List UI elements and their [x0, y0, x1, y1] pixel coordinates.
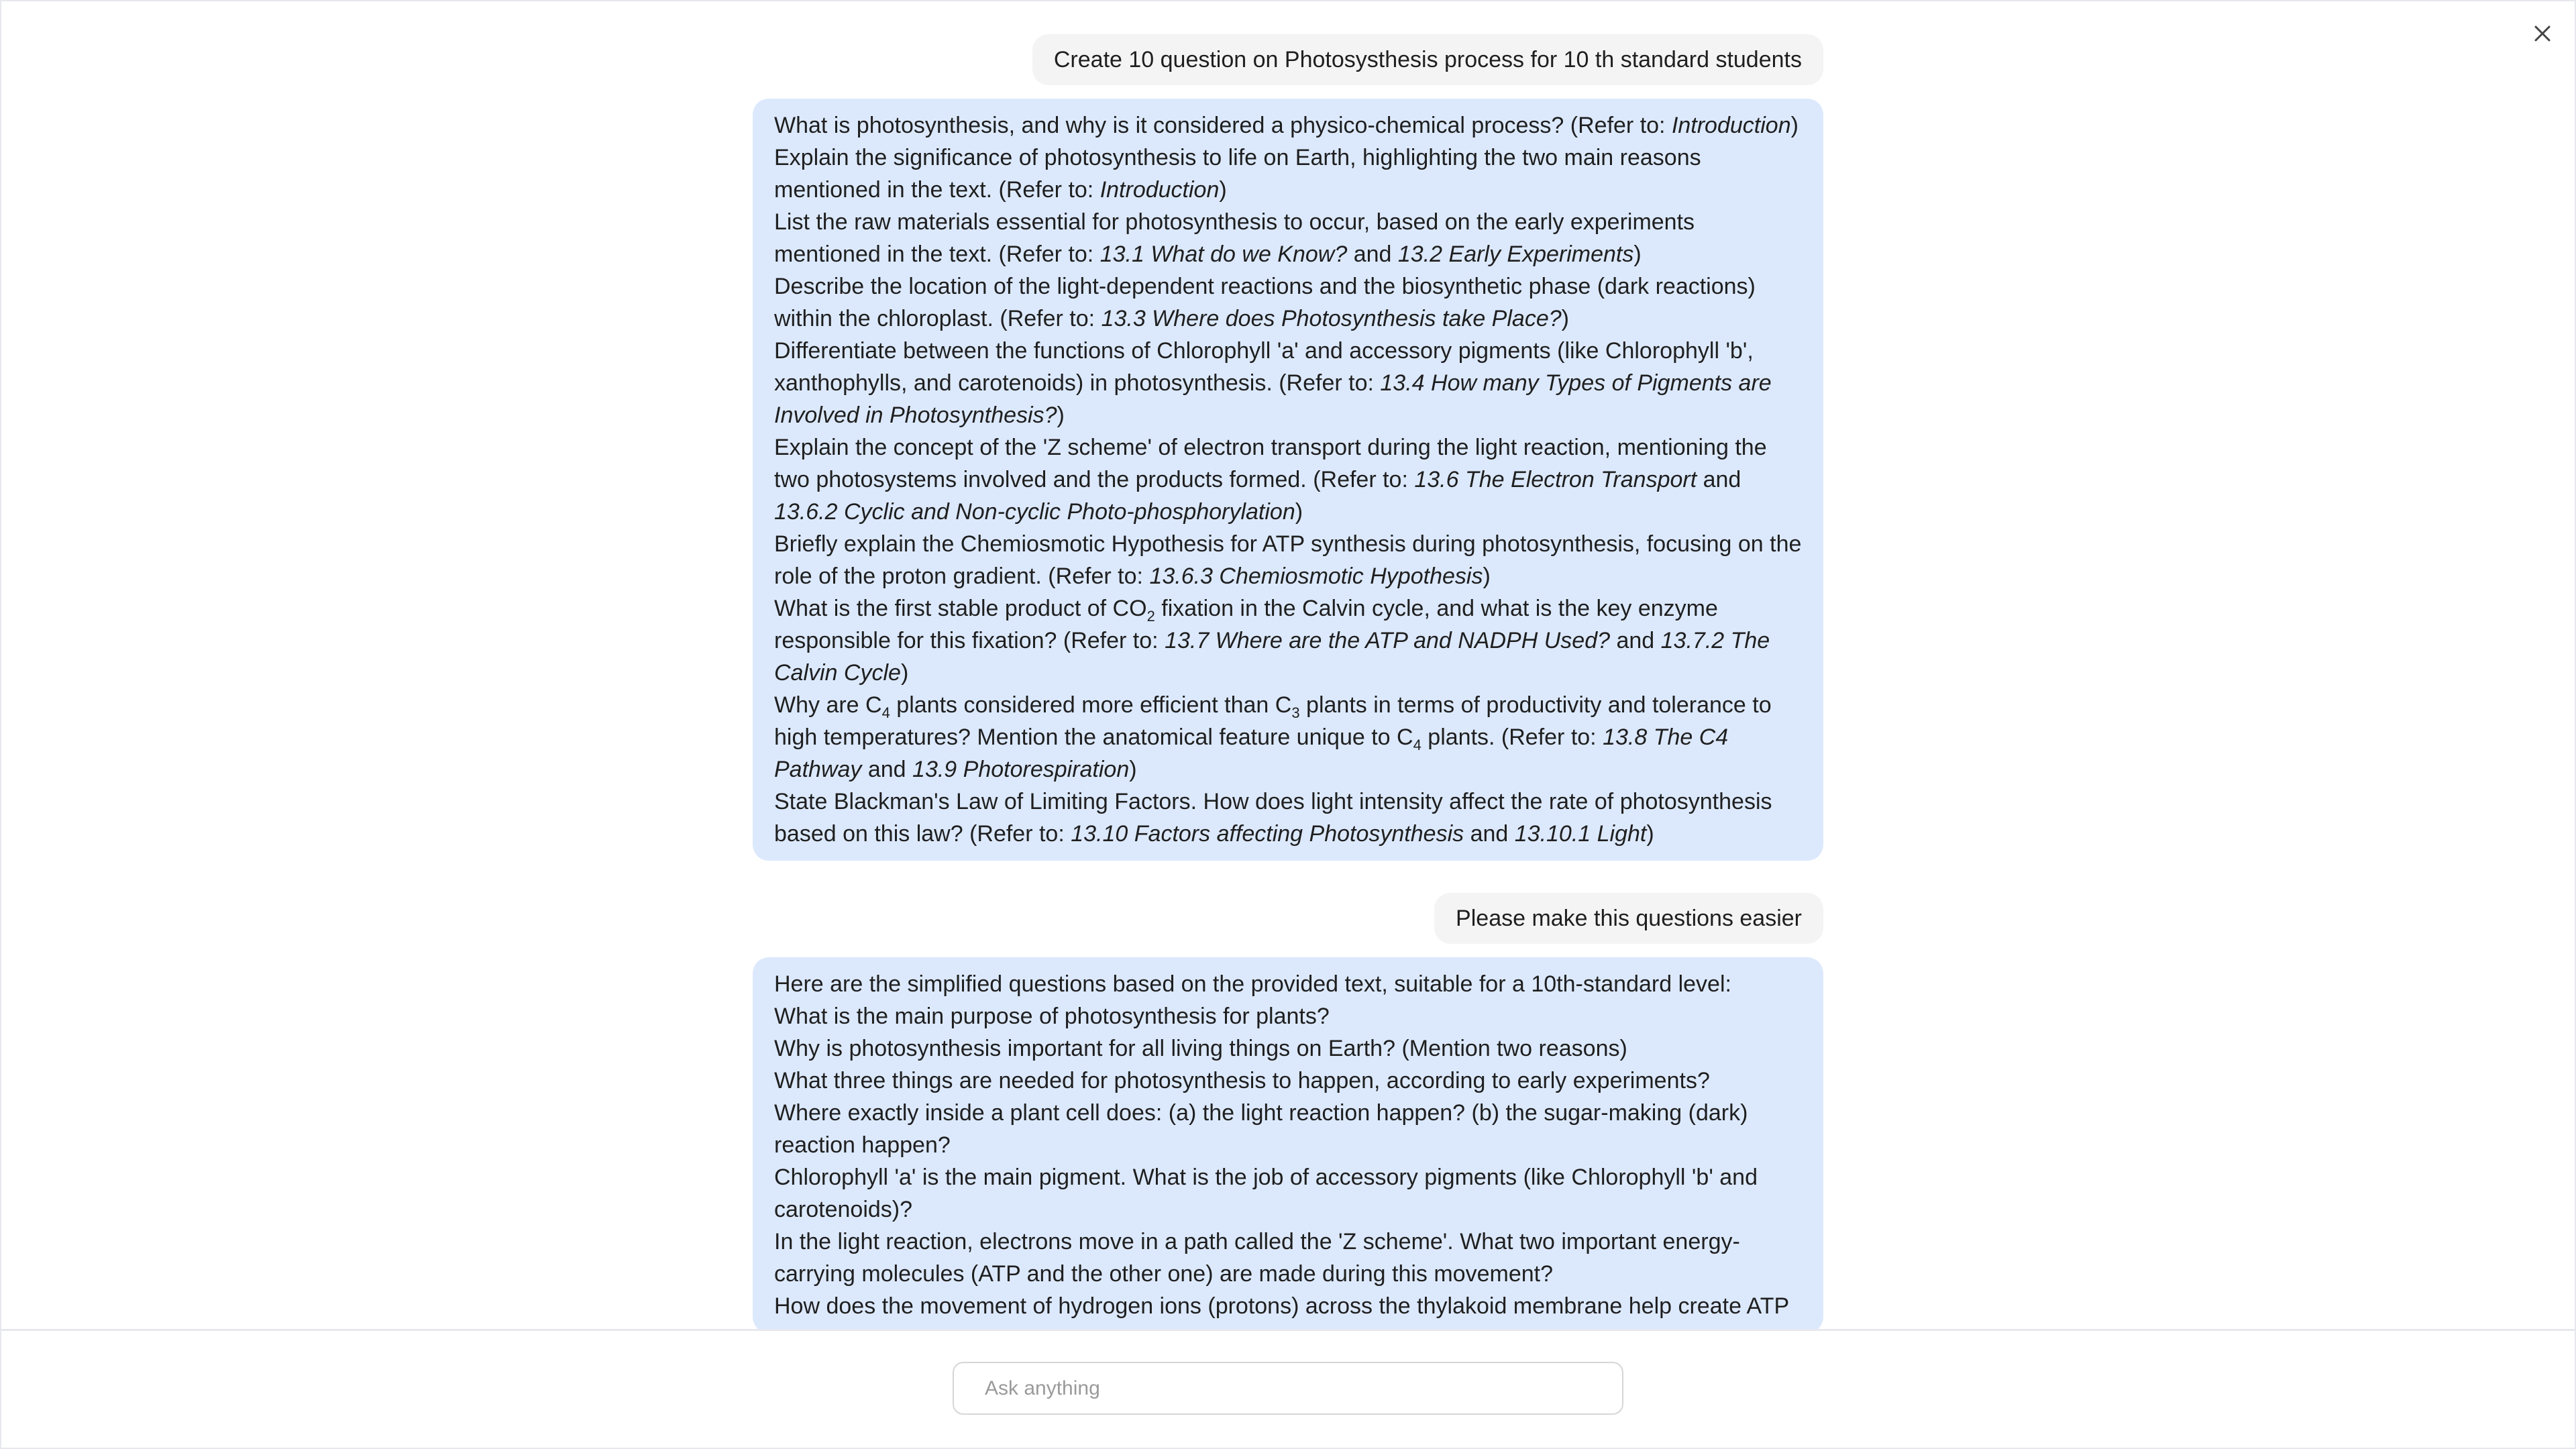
text-segment: and: [861, 757, 913, 782]
text-segment: Describe the location of the light-dependent reactions and the biosynthetic phase (dark reactions) within the chloroplast. (Refer to:: [774, 274, 1756, 331]
text-segment: plants in terms of productivity and tolerance to high temperatures? Mention the anatomical feature unique to C: [774, 692, 1772, 750]
user-message: Please make this questions easier: [1434, 893, 1823, 944]
assistant-message: [753, 99, 1823, 861]
section-reference: 13.10 Factors affecting Photosynthesis: [1071, 821, 1464, 847]
text-segment: ): [1129, 757, 1137, 782]
text-segment: ): [1483, 564, 1491, 589]
subscript: 4: [1413, 736, 1421, 753]
subscript: 2: [1146, 607, 1155, 625]
question-line: [774, 592, 1802, 689]
text-segment: ): [1561, 306, 1569, 331]
section-reference: 13.6 The Electron Transport: [1414, 467, 1697, 492]
text-segment: ): [1790, 113, 1799, 138]
question-line: [774, 1161, 1802, 1226]
section-reference: Introduction: [1099, 177, 1220, 203]
question-line: [774, 431, 1802, 528]
section-reference: 13.9 Photorespiration: [912, 757, 1130, 782]
question-line: [774, 1032, 1802, 1065]
user-message: Create 10 question on Photosysthesis process for 10 th standard students: [1032, 34, 1823, 85]
question-line: [774, 689, 1802, 786]
question-line: [774, 1226, 1802, 1290]
section-reference: 13.4 How many Types of Pigments are Involved in Photosynthesis?: [774, 370, 1772, 428]
text-segment: plants considered more efficient than C: [890, 692, 1292, 718]
text-segment: In the light reaction, electrons move in a path called the 'Z scheme'. What two important energy-carrying molecules (ATP and the other one) are made during this movement?: [774, 1229, 1740, 1287]
assistant-message: [753, 957, 1823, 1329]
text-segment: ): [1219, 177, 1227, 203]
section-reference: 13.3 Where does Photosynthesis take Place?: [1101, 306, 1562, 331]
question-line: [774, 528, 1802, 592]
section-reference: 13.7.2 The Calvin Cycle: [774, 628, 1770, 686]
text-segment: ): [1295, 499, 1303, 525]
text-segment: Chlorophyll 'a' is the main pigment. What is the job of accessory pigments (like Chlorophyll 'b' and carotenoids)?: [774, 1165, 1758, 1222]
close-icon: [2529, 20, 2556, 47]
ask-input[interactable]: [953, 1362, 1623, 1415]
text-segment: ): [1646, 821, 1654, 847]
text-segment: What is photosynthesis, and why is it considered a physico-chemical process? (Refer to:: [774, 113, 1672, 138]
text-segment: Briefly explain the Chemiosmotic Hypothesis for ATP synthesis during photosynthesis, focusing on the role of the proton gradient. (Refer to:: [774, 531, 1802, 589]
section-reference: Introduction: [1671, 113, 1791, 138]
text-segment: What three things are needed for photosynthesis to happen, according to early experiments?: [774, 1068, 1710, 1093]
subscript: 3: [1291, 704, 1300, 721]
text-segment: Explain the concept of the 'Z scheme' of electron transport during the light reaction, mentioning the two photosystems involved and the products formed. (Refer to:: [774, 435, 1767, 492]
section-reference: 13.8 The C4 Pathway: [774, 724, 1729, 782]
text-segment: fixation in the Calvin cycle, and what is the key enzyme responsible for this fixation? (Refer to:: [774, 596, 1718, 653]
question-line: [774, 270, 1802, 335]
section-reference: 13.2 Early Experiments: [1397, 241, 1634, 267]
question-line: [774, 142, 1802, 206]
section-reference: 13.10.1 Light: [1514, 821, 1647, 847]
section-reference: 13.6.3 Chemiosmotic Hypothesis: [1149, 564, 1483, 589]
text-segment: Where exactly inside a plant cell does: (a) the light reaction happen? (b) the sugar-making (dark) reaction happen?: [774, 1100, 1748, 1158]
text-segment: What is the first stable product of CO: [774, 596, 1147, 621]
text-segment: Differentiate between the functions of Chlorophyll 'a' and accessory pigments (like Chlorophyll 'b', xanthophylls, and carotenoids) in photosynthesis. (Refer to:: [774, 338, 1754, 396]
text-segment: and: [1610, 628, 1661, 653]
text-segment: What is the main purpose of photosynthesis for plants?: [774, 1004, 1330, 1029]
message-list: [753, 34, 1823, 1329]
text-segment: and: [1697, 467, 1741, 492]
text-segment: Here are the simplified questions based on the provided text, suitable for a 10th-standard level:: [774, 971, 1731, 997]
section-reference: 13.6.2 Cyclic and Non-cyclic Photo-phosphorylation: [774, 499, 1295, 525]
text-segment: Why are C: [774, 692, 882, 718]
question-line: [774, 1000, 1802, 1032]
question-line: [774, 1290, 1802, 1322]
text-segment: How does the movement of hydrogen ions (protons) across the thylakoid membrane help create ATP: [774, 1293, 1790, 1319]
text-segment: Why is photosynthesis important for all living things on Earth? (Mention two reasons): [774, 1036, 1627, 1061]
text-segment: Explain the significance of photosynthesis to life on Earth, highlighting the two main reasons mentioned in the text. (Refer to:: [774, 145, 1701, 203]
question-line: [774, 968, 1802, 1000]
question-line: [774, 786, 1802, 850]
section-reference: 13.7 Where are the ATP and NADPH Used?: [1165, 628, 1611, 653]
question-line: [774, 109, 1802, 142]
question-line: [774, 1097, 1802, 1161]
text-segment: and: [1464, 821, 1515, 847]
text-segment: List the raw materials essential for photosynthesis to occur, based on the early experiments mentioned in the text. (Refer to:: [774, 209, 1695, 267]
text-segment: plants. (Refer to:: [1421, 724, 1603, 750]
section-reference: 13.1 What do we Know?: [1099, 241, 1348, 267]
text-segment: ): [900, 660, 909, 686]
subscript: 4: [881, 704, 890, 721]
question-line: [774, 335, 1802, 431]
question-line: [774, 206, 1802, 270]
text-segment: ): [1633, 241, 1642, 267]
text-segment: ): [1057, 402, 1065, 428]
text-segment: State Blackman's Law of Limiting Factors. How does light intensity affect the rate of photosynthesis based on this law? (Refer to:: [774, 789, 1772, 847]
close-button[interactable]: [2529, 20, 2556, 47]
text-segment: and: [1347, 241, 1398, 267]
question-line: [774, 1065, 1802, 1097]
